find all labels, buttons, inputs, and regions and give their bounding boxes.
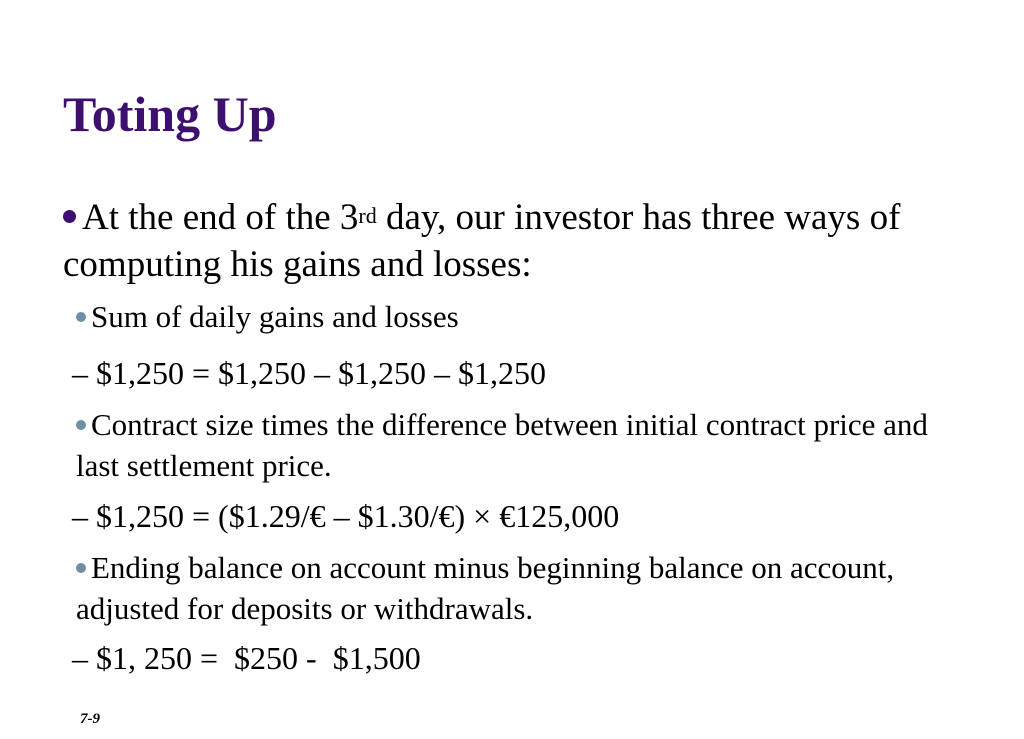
sub-bullet-label: Ending balance on account minus beginning balance on account, adjusted for deposits or withdrawals. [76,550,895,626]
sub-bullet-dot-icon [76,312,86,322]
main-bullet-text-end: day, our investor has three ways of computing his gains and losses: [63,197,901,285]
sub-bullet-ending-balance [76,547,956,629]
sub-bullet-dot-icon [76,420,86,430]
equation-daily-sum: – $1,250 = $1,250 – $1,250 – $1,250 [72,355,547,391]
main-bullet [63,194,963,288]
slide-title: Toting Up [63,86,277,142]
equation-ending-balance: – $1, 250 = $250 - $1,500 [72,640,421,676]
bullet-dot-icon [63,210,76,223]
sub-bullet-contract-size [76,404,956,486]
main-bullet-text-start: At the end of the 3 [82,197,359,238]
sub-bullet-daily-sum [76,296,956,337]
equation-contract-size: – $1,250 = ($1.29/€ – $1.30/€) × €125,000 [72,498,620,534]
sub-bullet-label: Sum of daily gains and losses [91,299,459,334]
ordinal-superscript: rd [358,203,377,228]
sub-bullet-label: Contract size times the difference between initial contract price and last settlement price. [76,407,928,483]
slide-number: 7-9 [80,711,100,727]
sub-bullet-dot-icon [76,563,86,573]
